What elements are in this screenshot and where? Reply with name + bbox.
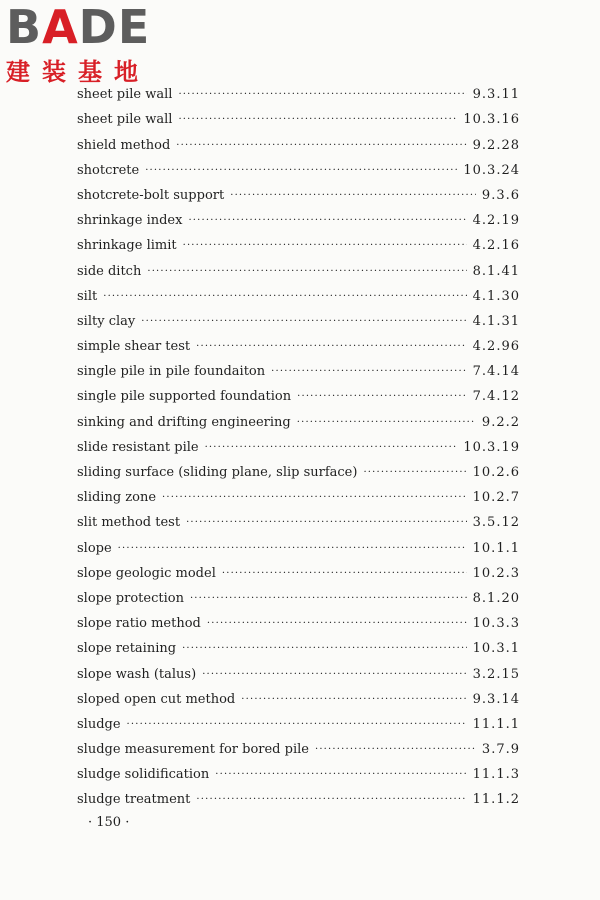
dot-leader xyxy=(141,313,466,331)
index-term: sliding surface (sliding plane, slip surface) xyxy=(77,465,358,480)
index-term: simple shear test xyxy=(77,339,191,355)
dot-leader xyxy=(222,565,467,583)
index-entry xyxy=(77,759,520,784)
dot-leader xyxy=(176,137,466,155)
index-entry xyxy=(77,558,520,583)
dot-leader xyxy=(118,540,467,558)
watermark-wordmark: BADE xyxy=(6,0,151,54)
section-reference: 10.1.1 xyxy=(472,540,520,556)
dot-leader xyxy=(205,439,458,457)
index-entry xyxy=(77,583,520,608)
index-term: shrinkage index xyxy=(77,213,183,229)
index-entry xyxy=(77,406,520,431)
index-entry xyxy=(77,633,520,658)
dot-leader xyxy=(127,716,467,734)
section-reference: 4.1.30 xyxy=(472,288,520,304)
index-term: shotcrete xyxy=(77,162,140,178)
dot-leader xyxy=(182,640,467,658)
index-term: sludge solidification xyxy=(77,767,210,783)
dot-leader xyxy=(202,666,466,684)
dot-leader xyxy=(271,363,467,381)
index-term: sliding zone xyxy=(77,490,157,506)
dot-leader xyxy=(230,187,476,205)
index-term: silt xyxy=(77,288,98,304)
index-term: sheet pile wall xyxy=(77,112,173,128)
page-number: · 150 · xyxy=(88,815,130,830)
index-entry xyxy=(77,784,520,809)
index-term: sinking and drifting engineering xyxy=(77,414,291,430)
index-term: shrinkage limit xyxy=(77,238,177,254)
section-reference: 8.1.20 xyxy=(472,590,520,606)
bade-watermark-logo xyxy=(6,2,150,86)
section-reference: 10.3.24 xyxy=(463,162,520,178)
index-term: sloped open cut method xyxy=(77,691,236,707)
dot-leader xyxy=(147,263,466,281)
dot-leader xyxy=(145,162,457,180)
index-list xyxy=(77,79,520,809)
section-reference: 10.3.19 xyxy=(463,439,520,455)
index-entry xyxy=(77,532,520,557)
dot-leader xyxy=(188,212,466,230)
index-term: slope xyxy=(77,540,112,556)
index-entry xyxy=(77,684,520,709)
dot-leader xyxy=(190,590,467,608)
section-reference: 10.2.7 xyxy=(472,490,520,506)
index-term: single pile supported foundation xyxy=(77,389,292,405)
index-term: slide resistant pile xyxy=(77,439,199,455)
dot-leader xyxy=(363,464,466,482)
index-entry xyxy=(77,381,520,406)
section-reference: 9.3.11 xyxy=(472,87,520,103)
index-entry xyxy=(77,104,520,129)
section-reference: 4.1.31 xyxy=(472,313,520,329)
dot-leader xyxy=(178,111,457,129)
index-term: slope protection xyxy=(77,590,184,606)
dot-leader xyxy=(178,86,466,104)
section-reference: 3.5.12 xyxy=(472,515,520,531)
index-term: sludge treatment xyxy=(77,792,191,808)
index-term: silty clay xyxy=(77,313,136,329)
index-term: slope retaining xyxy=(77,641,177,657)
index-entry xyxy=(77,230,520,255)
section-reference: 10.3.1 xyxy=(472,641,520,657)
dot-leader xyxy=(196,791,466,809)
index-entry xyxy=(77,205,520,230)
dot-leader xyxy=(297,388,467,406)
dot-leader xyxy=(186,514,467,532)
section-reference: 4.2.16 xyxy=(472,238,520,254)
index-term: single pile in pile foundaiton xyxy=(77,364,266,380)
dot-leader xyxy=(215,766,466,784)
dot-leader xyxy=(162,489,467,507)
index-term: slit method test xyxy=(77,515,181,531)
index-entry xyxy=(77,734,520,759)
section-reference: 4.2.96 xyxy=(472,339,520,355)
index-entry xyxy=(77,129,520,154)
index-entry xyxy=(77,658,520,683)
index-entry xyxy=(77,155,520,180)
section-reference: 10.3.16 xyxy=(463,112,520,128)
dot-leader xyxy=(196,338,467,356)
section-reference: 9.2.2 xyxy=(481,414,520,430)
index-entry xyxy=(77,432,520,457)
dot-leader xyxy=(315,741,476,759)
index-term: sheet pile wall xyxy=(77,87,173,103)
index-entry xyxy=(77,482,520,507)
index-entry xyxy=(77,281,520,306)
dot-leader xyxy=(103,288,466,306)
dot-leader xyxy=(183,237,467,255)
section-reference: 11.1.3 xyxy=(472,767,520,783)
index-term: slope geologic model xyxy=(77,565,216,581)
section-reference: 4.2.19 xyxy=(472,213,520,229)
dot-leader xyxy=(207,615,467,633)
section-reference: 7.4.12 xyxy=(472,389,520,405)
section-reference: 10.3.3 xyxy=(472,616,520,632)
section-reference: 3.7.9 xyxy=(481,742,520,758)
section-reference: 8.1.41 xyxy=(472,263,520,279)
dot-leader xyxy=(241,691,466,709)
index-term: shotcrete-bolt support xyxy=(77,187,225,203)
index-term: side ditch xyxy=(77,263,142,279)
index-term: slope wash (talus) xyxy=(77,666,197,682)
index-entry xyxy=(77,709,520,734)
dot-leader xyxy=(297,414,476,432)
section-reference: 10.2.3 xyxy=(472,565,520,581)
index-entry xyxy=(77,356,520,381)
index-term: sludge measurement for bored pile xyxy=(77,742,309,758)
index-entry xyxy=(77,306,520,331)
section-reference: 7.4.14 xyxy=(472,364,520,380)
index-entry xyxy=(77,608,520,633)
index-entry xyxy=(77,180,520,205)
section-reference: 3.2.15 xyxy=(472,666,520,682)
index-term: slope ratio method xyxy=(77,616,201,632)
section-reference: 11.1.1 xyxy=(472,716,520,732)
index-entry xyxy=(77,507,520,532)
section-reference: 11.1.2 xyxy=(472,792,520,808)
index-entry xyxy=(77,331,520,356)
watermark-chinese-text: 建装基地 xyxy=(6,58,150,86)
section-reference: 9.3.6 xyxy=(481,187,520,203)
section-reference: 9.3.14 xyxy=(472,691,520,707)
index-term: shield method xyxy=(77,137,171,153)
index-entry xyxy=(77,457,520,482)
section-reference: 10.2.6 xyxy=(472,465,520,480)
section-reference: 9.2.28 xyxy=(472,137,520,153)
index-entry xyxy=(77,255,520,280)
index-term: sludge xyxy=(77,716,121,732)
